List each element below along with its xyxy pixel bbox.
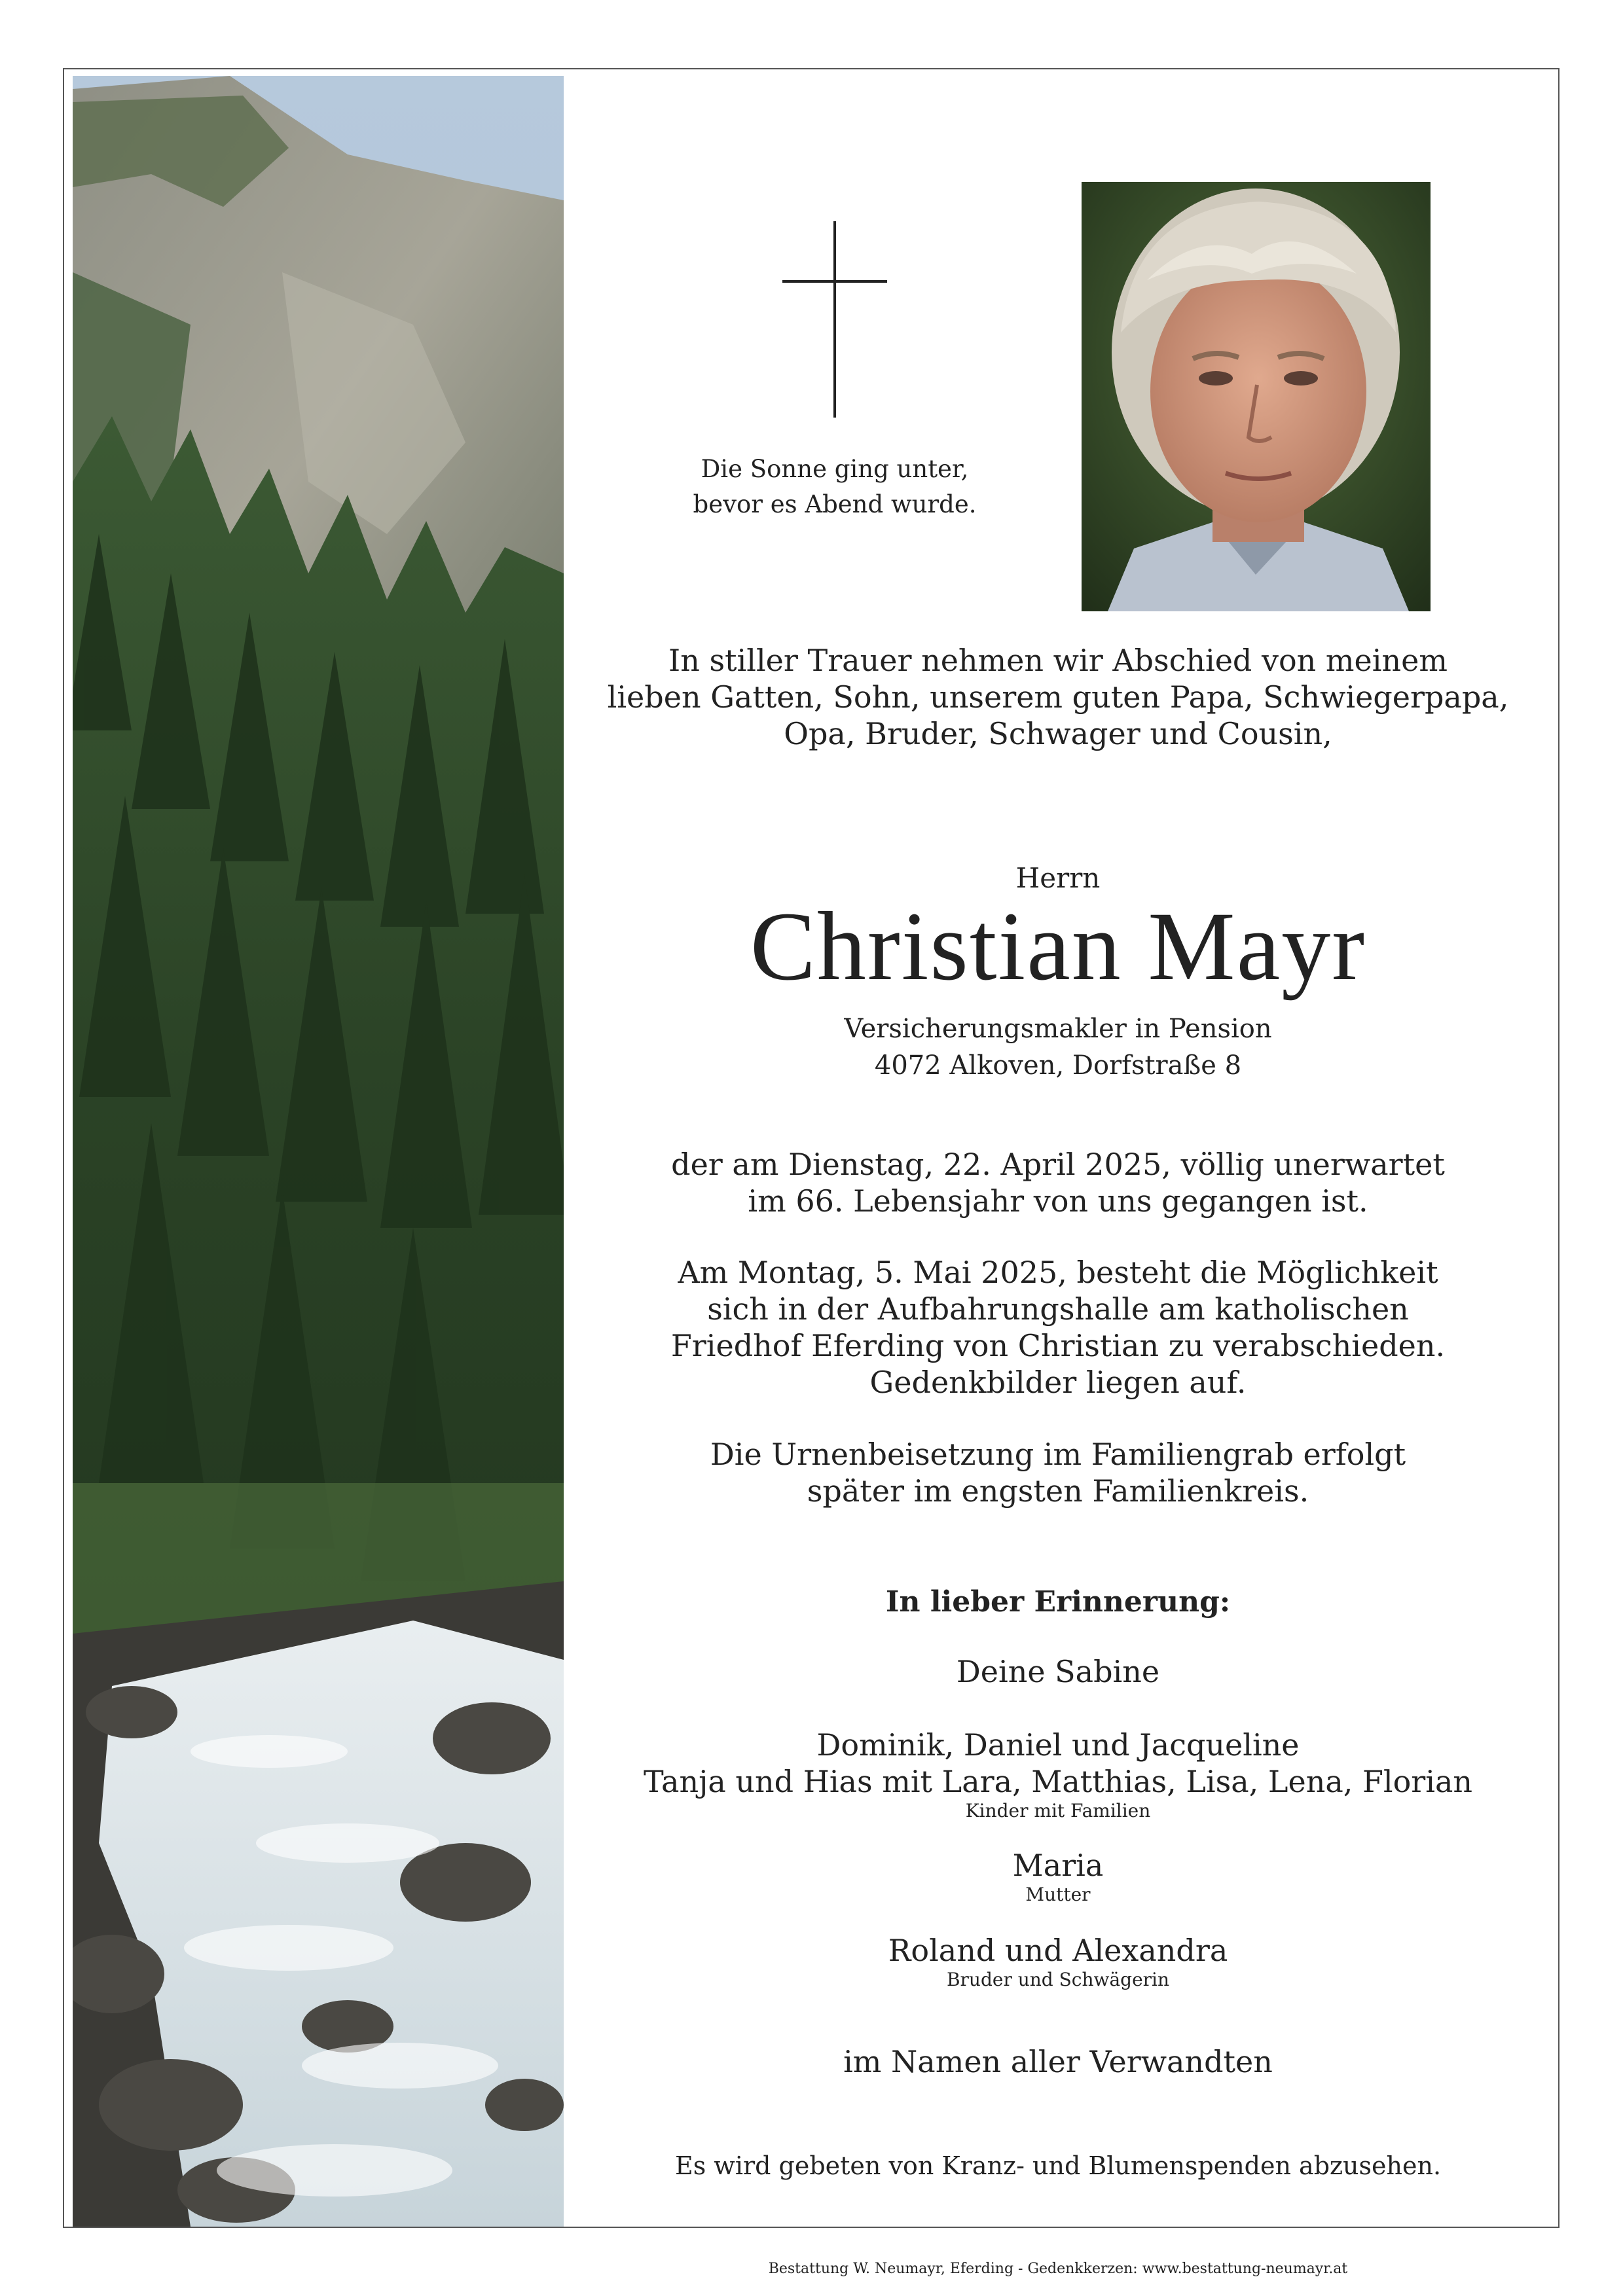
viewing-line-1: Am Montag, 5. Mai 2025, besteht die Möglichkeit [678, 1255, 1438, 1290]
motto-line-2: bevor es Abend wurde. [693, 490, 977, 518]
memory-heading: In lieber Erinnerung: [885, 1585, 1231, 1619]
mourner-children-line-2: Tanja und Hias mit Lara, Matthias, Lisa, Lena, Florian [643, 1764, 1473, 1799]
landscape-photo [73, 76, 564, 2227]
siblings-relation: Bruder und Schwägerin [946, 1969, 1170, 1990]
viewing-notice [563, 1254, 1553, 1401]
obituary-content [563, 76, 1553, 2277]
motto [661, 452, 1008, 522]
funeral-home-footer: Bestattung W. Neumayr, Eferding - Gedenkkerzen: www.bestattung-neumayr.at [768, 2261, 1348, 2277]
death-line-2: im 66. Lebensjahr von uns gegangen ist. [748, 1183, 1368, 1219]
intro-text [563, 642, 1553, 752]
urn-line-2: später im engsten Familienkreis. [807, 1473, 1309, 1509]
profession: Versicherungsmakler in Pension [844, 1014, 1272, 1044]
motto-line-1: Die Sonne ging unter, [701, 455, 969, 483]
salutation: Herrn [1015, 862, 1101, 894]
cross-icon [782, 221, 887, 418]
intro-line-2: lieben Gatten, Sohn, unserem guten Papa, Schwiegerpapa, [607, 679, 1509, 715]
flower-request: Es wird gebeten von Kranz- und Blumenspenden abzusehen. [674, 2151, 1442, 2180]
intro-line-1: In stiller Trauer nehmen wir Abschied von meinem [668, 643, 1448, 678]
mother-relation: Mutter [1025, 1884, 1091, 1905]
address: 4072 Alkoven, Dorfstraße 8 [874, 1050, 1242, 1081]
deceased-details [563, 1011, 1553, 1084]
urn-notice [563, 1436, 1553, 1509]
viewing-line-3: Friedhof Eferding von Christian zu verabschieden. [670, 1328, 1446, 1363]
deceased-name: Christian Mayr [750, 892, 1366, 1001]
children-relation: Kinder mit Familien [965, 1800, 1151, 1821]
portrait-photo [1082, 182, 1431, 611]
mourner-siblings: Roland und Alexandra [888, 1933, 1228, 1968]
mourner-spouse: Deine Sabine [956, 1654, 1160, 1689]
death-notice [563, 1146, 1553, 1219]
intro-line-3: Opa, Bruder, Schwager und Cousin, [784, 716, 1332, 751]
viewing-line-2: sich in der Aufbahrungshalle am katholischen [707, 1291, 1409, 1327]
closing-line: im Namen aller Verwandten [843, 2044, 1273, 2079]
viewing-line-4: Gedenkbilder liegen auf. [869, 1365, 1247, 1400]
death-line-1: der am Dienstag, 22. April 2025, völlig unerwartet [671, 1147, 1445, 1182]
mourner-children-line-1: Dominik, Daniel und Jacqueline [816, 1727, 1300, 1763]
mourner-mother: Maria [1012, 1848, 1104, 1883]
urn-line-1: Die Urnenbeisetzung im Familiengrab erfolgt [710, 1437, 1406, 1472]
